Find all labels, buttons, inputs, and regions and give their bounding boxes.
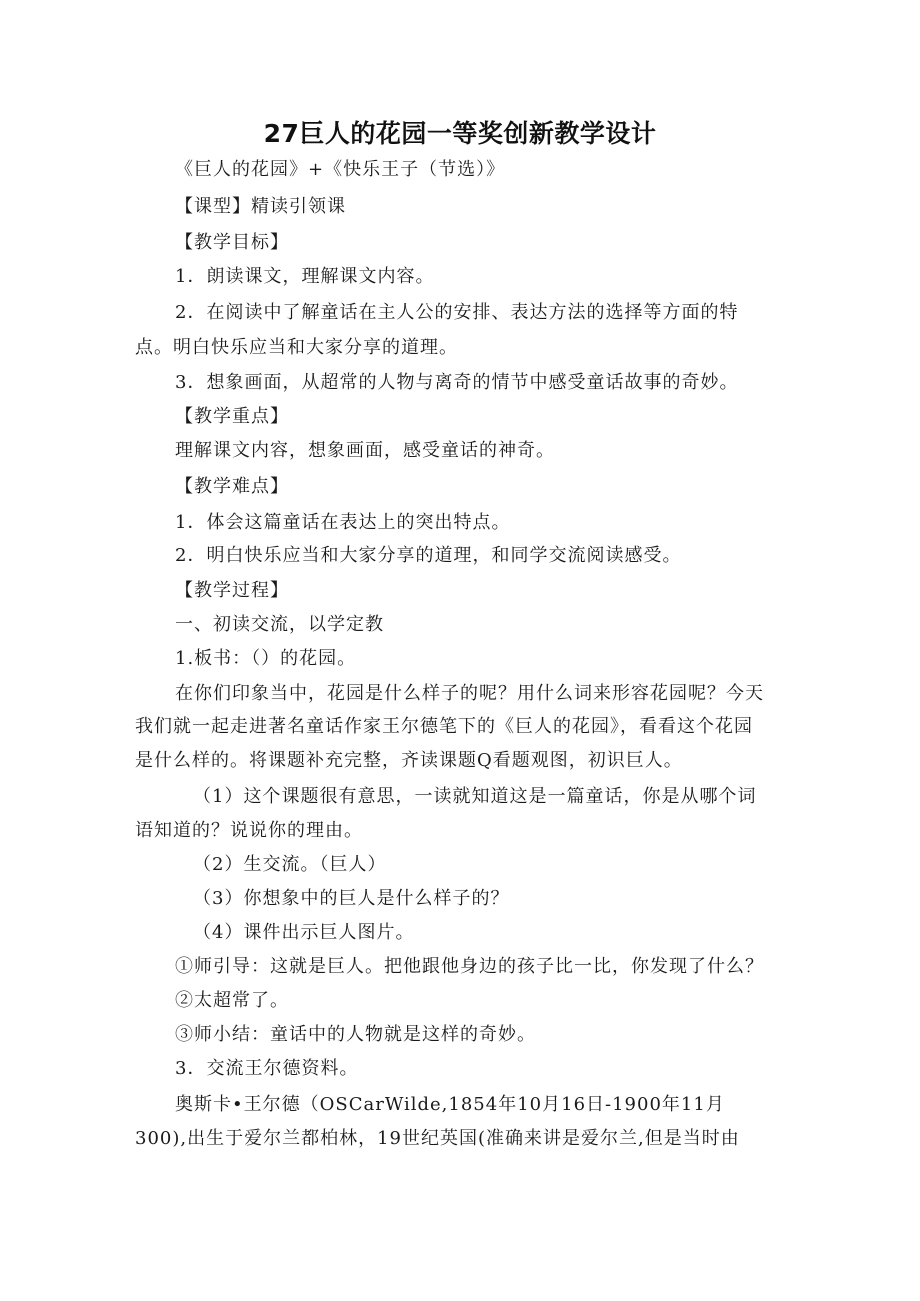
bio-line: 奥斯卡•王尔德（OSCarWilde,1854年10月16日-1900年11月 (175, 1094, 725, 1115)
circled-item-3: ③师小结：童话中的人物就是这样的奇妙。 (175, 1024, 536, 1045)
document-title: 27巨人的花园一等奖创新教学设计 (263, 119, 657, 148)
paragraph-line: 在你们印象当中，花园是什么样子的呢？用什么词来形容花园呢？今天 (175, 683, 764, 704)
lesson-type: 【课型】精读引领课 (175, 196, 346, 217)
subtitle-line: 《巨人的花园》+《快乐王子（节选）》 (175, 159, 506, 180)
sub-item-4: （4）课件出示巨人图片。 (193, 922, 415, 943)
sub-item-2: （2）生交流。（巨人） (193, 854, 387, 875)
heading-process: 【教学过程】 (175, 580, 289, 601)
section-1-heading: 一、初读交流，以学定教 (175, 614, 384, 635)
heading-difficulties: 【教学难点】 (175, 476, 289, 497)
circled-item-2: ②太超常了。 (175, 990, 289, 1011)
objective-3: 3．想象画面，从超常的人物与离奇的情节中感受童话故事的奇妙。 (175, 372, 739, 393)
step-1: 1.板书：（）的花园。 (175, 648, 357, 669)
objective-2-cont: 点。明白快乐应当和大家分享的道理。 (135, 337, 458, 358)
objective-2: 2．在阅读中了解童话在主人公的安排、表达方法的选择等方面的特 (175, 302, 739, 323)
objective-1: 1．朗读课文，理解课文内容。 (175, 266, 435, 287)
heading-objectives: 【教学目标】 (175, 232, 289, 253)
sub-item-1-cont: 语知道的？说说你的理由。 (135, 820, 363, 841)
circled-item-1: ①师引导：这就是巨人。把他跟他身边的孩子比一比，你发现了什么？ (175, 956, 764, 977)
sub-item-3: （3）你想象中的巨人是什么样子的？ (193, 888, 510, 909)
difficulty-2: 2．明白快乐应当和大家分享的道理，和同学交流阅读感受。 (175, 545, 682, 566)
bio-line-cont: 300),出生于爱尔兰都柏林，19世纪英国(准确来讲是爱尔兰,但是当时由 (135, 1128, 740, 1149)
heading-key-points: 【教学重点】 (175, 406, 289, 427)
difficulty-1: 1．体会这篇童话在表达上的突出特点。 (175, 512, 511, 533)
paragraph-line: 是什么样的。将课题补充完整，齐读课题Q看题观图，初识巨人。 (135, 750, 683, 771)
key-points-text: 理解课文内容，想象画面，感受童话的神奇。 (175, 440, 555, 461)
paragraph-line: 我们就一起走进著名童话作家王尔德笔下的《巨人的花园》，看看这个花园 (135, 716, 753, 737)
step-3: 3．交流王尔德资料。 (175, 1058, 359, 1079)
sub-item-1: （1）这个课题很有意思，一读就知道这是一篇童话，你是从哪个词 (193, 786, 757, 807)
